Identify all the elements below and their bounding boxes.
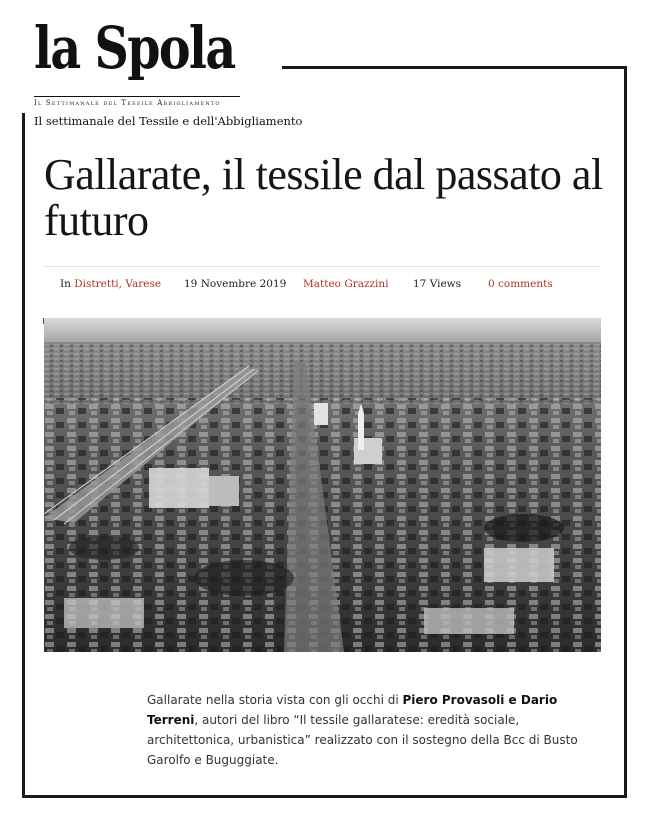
meta-date: 19 Novembre 2019 [184, 278, 287, 290]
comments-link[interactable]: 0 comments [488, 278, 553, 290]
masthead-logo[interactable] [34, 14, 284, 107]
site-tagline: Il settimanale del Tessile e dell'Abbigliamento [34, 114, 303, 128]
meta-divider [44, 266, 600, 267]
lead-authors: Piero Provasoli e Dario Terreni [147, 693, 558, 727]
meta-views: 17 Views [413, 278, 462, 290]
article-lead [147, 690, 587, 770]
brand-rule [34, 96, 240, 97]
brand-name[interactable]: la Spola [34, 14, 235, 82]
aerial-city-photo [44, 318, 601, 652]
meta-author[interactable] [303, 278, 389, 290]
meta-prefix: In [60, 278, 75, 290]
lead-part-2: , autori del libro “Il tessile gallaratese: eredità sociale, architettonica, urbanistica” realizzato con il sostegno della Bcc di Busto Garolfo e Buguggiate. [147, 713, 578, 767]
lead-part-1: Gallarate nella storia vista con gli occhi di [147, 693, 403, 707]
meta-categories [60, 278, 161, 290]
article-photo [44, 318, 601, 652]
category-link[interactable]: Distretti, Varese [74, 278, 162, 290]
article-title: Gallarate, il tessile dal passato al futuro [44, 150, 603, 245]
brand-subtitle: Il Settimanale del Tessile Abbigliamento [34, 99, 221, 107]
author-link[interactable]: Matteo Grazzini [303, 278, 389, 290]
meta-comments[interactable] [488, 278, 553, 290]
